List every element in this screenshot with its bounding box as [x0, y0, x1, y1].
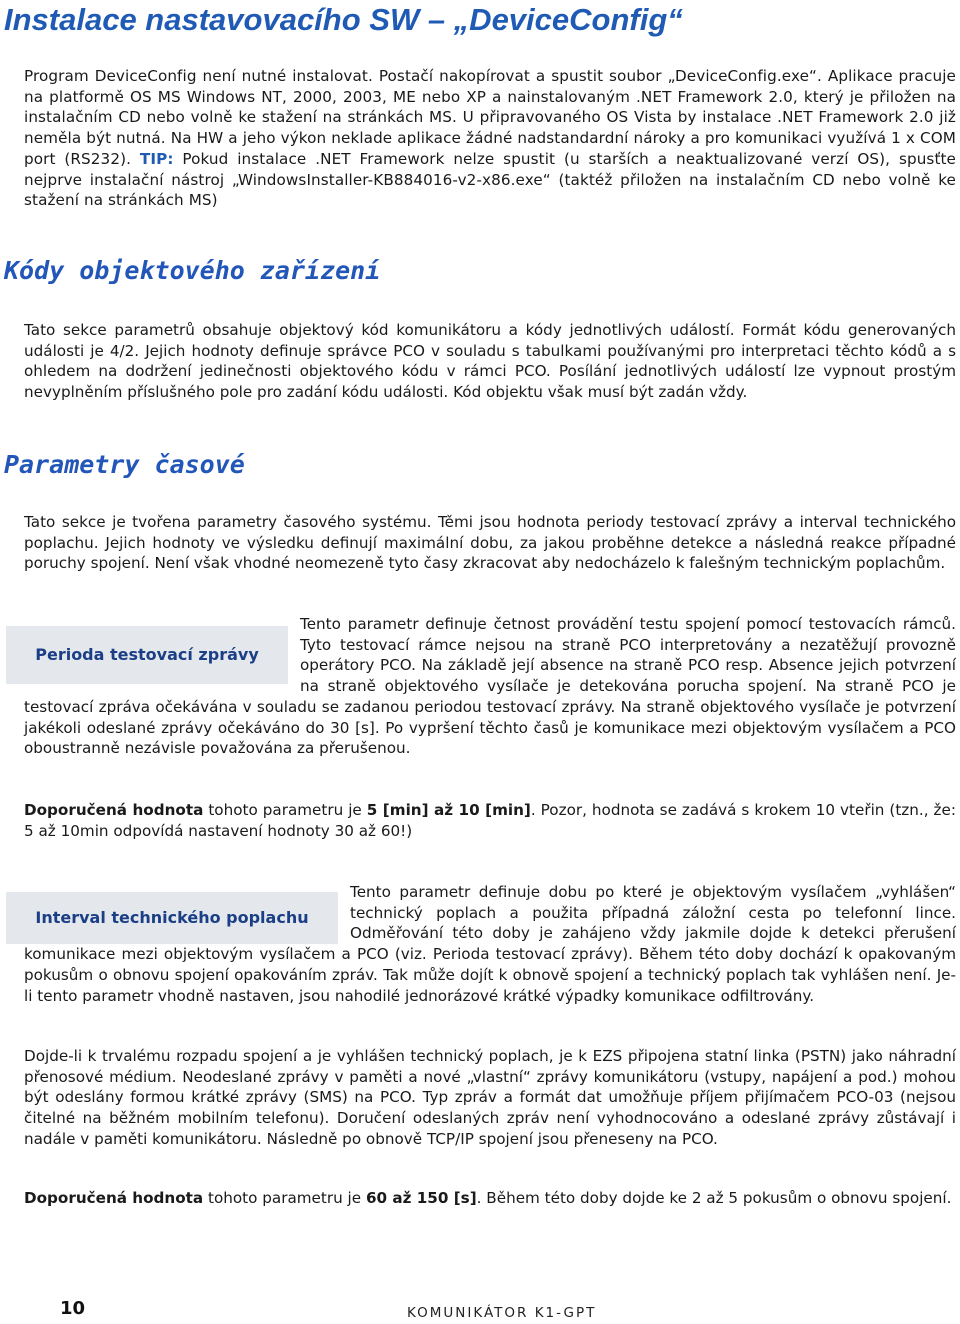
period-recommendation [24, 800, 956, 841]
period-rec-rest: . Pozor, hodnota se zadává s krokem 10 vteřin (tzn., že: 5 až 10min odpovídá nastavení hodnoty 30 až 60!) [24, 801, 956, 840]
codes-paragraph: Tato sekce parametrů obsahuje objektový kód komunikátoru a kódy jednotlivých událostí. Formát kódu generovaných události je 4/2. Jejich hodnoty definuje správce PCO v souladu s tabulkami používanými pro interpretaci těchto kódů a s ohledem na dodržení jedinečnosti objektového kódu v rámci PCO. Posílání jednotlivých událostí lze vypnout prostým nevyplněním příslušného pole pro zadání kódu události. Kód objektu však musí být zadán vždy. [24, 321, 956, 402]
section-heading-codes: Kódy objektového zařízení [4, 256, 381, 285]
interval-paragraph-2: Dojde-li k trvalému rozpadu spojení a je vyhlášen technický poplach, je k EZS připojena statní linka (PSTN) jako náhradní přenosové médium. Neodeslané zprávy v paměti a nové „vlastní“ zprávy komunikátoru (vstupy, napájení a pod.) mohou být odeslány formou krátké zprávy (SMS) na PCO. Typ zpráv a formát dat umožňuje příjem přijímačem PCO-03 (nejsou čitelné na běžném mobilním telefonu). Doručení odeslaných zpráv není vyhodnocováno a odeslané zprávy zůstávají i nadále v paměti komunikátoru. Následně po obnově TCP/IP spojení jsou přeneseny na PCO. [24, 1047, 956, 1148]
intro-text-1: Program DeviceConfig není nutné instalovat. Postačí nakopírovat a spustit soubor „DeviceConfig.exe“. Aplikace pracuje na platformě OS MS Windows NT, 2000, 2003, ME nebo XP a nainstalovaným .NET Framework 2.0, který je přiložen na instalačním CD nebo volně ke stažení na stránkách MS. U připravovaného OS Vista by instalace .NET Framework 2.0 již neměla být nutná. Na HW a jeho výkon neklade aplikace žádné nadstandardní nároky a pro komunikaci využívá 1 x COM port (RS232). [24, 67, 956, 168]
period-block [24, 614, 956, 759]
interval-rec-value: 60 až 150 [s] [365, 1189, 477, 1207]
page-number: 10 [60, 1298, 86, 1319]
interval-text: Tento parametr definuje dobu po které je objektovým vysílačem „vyhlášen“ technický poplach a použita případná záložní cesta po telefonní lince. Odměřování této doby je zahájeno vždy jakmile dojde k detekci přerušení komunikace mezi objektovým vysílačem a PCO (viz. Perioda testovací zprávy). Během této doby dochází k opakovaným pokusům o obnovu spojení opakováním zpráv. Tak může dojít k obnově spojení a technický poplach tak vyhlášen není. Je-li tento parametr vhodně nastaven, jsou nahodilé jednorázové krátké výpadky komunikace odfiltrovány. [24, 883, 956, 1005]
period-rec-label: Doporučená hodnota [24, 801, 204, 819]
period-rec-mid: tohoto parametru je [203, 801, 367, 819]
footer-product: KOMUNIKÁTOR K1-GPT [407, 1305, 597, 1321]
interval-label: Interval technického poplachu [35, 907, 309, 927]
time-paragraph: Tato sekce je tvořena parametry časového systému. Těmi jsou hodnota periody testovací zprávy a interval technického poplachu. Jejich hodnoty ve výsledku definují maximální dobu, za jakou proběhne detekce a následná reakce případné poruchy spojení. Není však vhodné neomezeně tyto časy zkracovat aby nedocházelo k falešným technickým poplachům. [24, 513, 956, 573]
interval-block [24, 882, 956, 1006]
intro-paragraph [24, 66, 956, 211]
interval-rec-rest: . Během této doby dojde ke 2 až 5 pokusům o obnovu spojení. [476, 1189, 952, 1207]
period-label-box [6, 626, 288, 684]
period-rec-value: 5 [min] až 10 [min] [366, 801, 531, 819]
period-label: Perioda testovací zprávy [35, 644, 259, 664]
period-text: Tento parametr definuje četnost provádění testu spojení pomocí testovacích rámců. Tyto testovací rámce nejsou na straně PCO interpretovány a nezatěžují provozně operátory PCO. Na základě její absence na straně PCO resp. Absence jejich potvrzení na straně objektového vysílače je detekována porucha spojení. Na straně PCO je testovací zpráva očekávána v souladu se zadanou periodou testovací zprávy. Na straně objektového vysílače je potvrzení jakékoli odeslané zprávy očekáváno do 30 [s]. Po vypršení těchto časů je komunikace mezi objektovým vysílačem a PCO oboustranně nezávisle považována za přerušenou. [24, 615, 956, 758]
section-heading-time: Parametry časové [4, 450, 245, 479]
intro-text-2: Pokud instalace .NET Framework nelze spustit (u starších a neaktualizované verzí OS), spusťte nejprve instalační nástroj „WindowsInstaller-KB884016-v2-x86.exe“ (taktéž přiložen na instalačním CD nebo volně ke stažení na stránkách MS) [24, 149, 957, 210]
tip-label: TIP: [139, 149, 174, 168]
interval-recommendation [24, 1188, 956, 1209]
interval-rec-label: Doporučená hodnota [24, 1189, 204, 1207]
page-title: Instalace nastavovacího SW – „DeviceConfig“ [4, 2, 683, 37]
interval-label-box [6, 892, 338, 944]
interval-rec-mid: tohoto parametru je [203, 1189, 366, 1207]
